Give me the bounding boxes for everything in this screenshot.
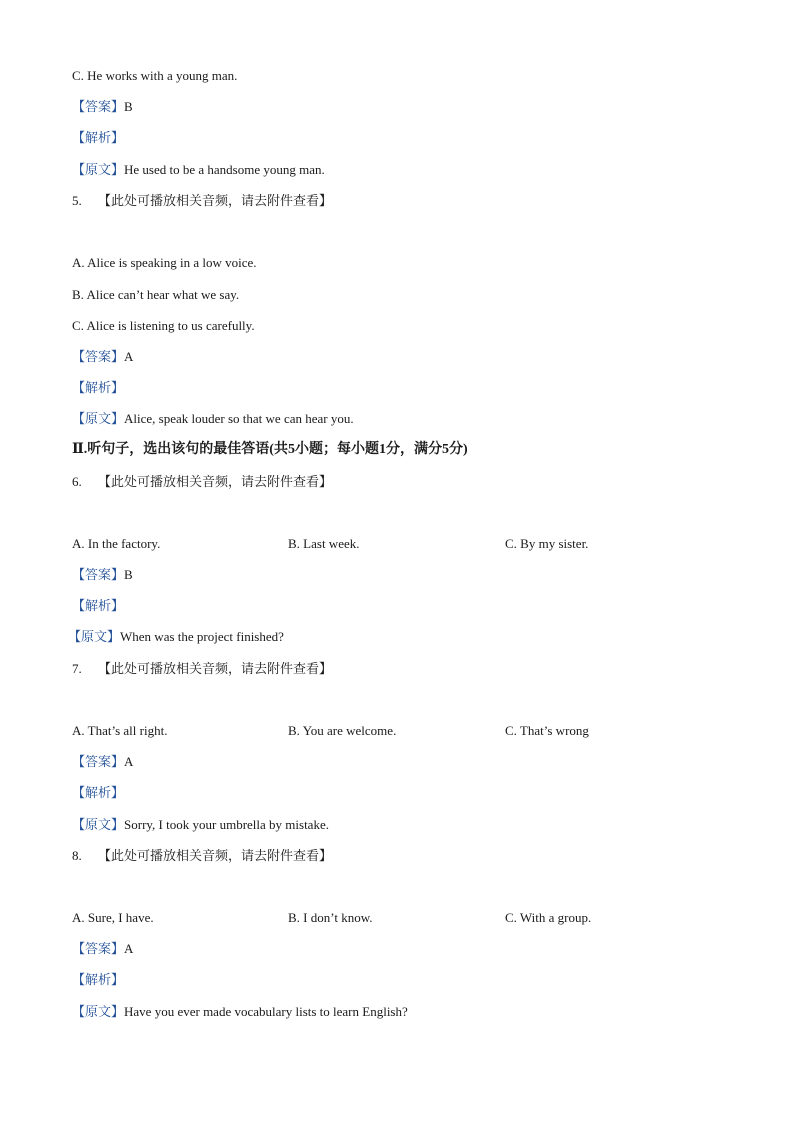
- original-text: Sorry, I took your umbrella by mistake.: [124, 817, 329, 832]
- q8-original: [72, 1003, 408, 1021]
- original-label: 【原文】: [72, 411, 125, 426]
- answer-value: A: [124, 941, 134, 956]
- answer-value: B: [124, 99, 133, 114]
- q6-analysis-label: 【解析】: [72, 598, 125, 613]
- q7-header: [72, 660, 332, 678]
- q4-original: [72, 161, 325, 179]
- question-number: 6.: [72, 474, 82, 489]
- answer-label: 【答案】: [72, 567, 125, 582]
- q6-option-b: B. Last week.: [288, 536, 360, 551]
- q7-option-c: C. That’s wrong: [505, 723, 589, 738]
- q4-analysis-label: 【解析】: [72, 130, 125, 145]
- q5-analysis-label: 【解析】: [72, 380, 125, 395]
- q8-option-c: C. With a group.: [505, 910, 592, 925]
- answer-label: 【答案】: [72, 754, 125, 769]
- q8-option-b: B. I don’t know.: [288, 910, 373, 925]
- q6-answer: [72, 566, 133, 584]
- answer-label: 【答案】: [72, 349, 125, 364]
- q5-option-b: B. Alice can’t hear what we say.: [72, 287, 240, 302]
- original-label: 【原文】: [68, 629, 121, 644]
- audio-note: 【此处可播放相关音频，请去附件查看】: [98, 661, 333, 676]
- q8-option-a: A. Sure, I have.: [72, 910, 154, 925]
- section-title: Ⅱ.听句子，选出该句的最佳答语(共5小题；每小题1分，满分5分): [72, 442, 468, 457]
- q8-analysis-label: 【解析】: [72, 972, 125, 987]
- original-text: He used to be a handsome young man.: [124, 162, 325, 177]
- answer-value: A: [124, 754, 134, 769]
- answer-value: B: [124, 567, 133, 582]
- q5-answer: [72, 348, 133, 366]
- answer-label: 【答案】: [72, 941, 125, 956]
- q4-answer: [72, 98, 133, 116]
- q5-original: [72, 410, 354, 428]
- answer-value: A: [124, 349, 134, 364]
- q6-original: [68, 628, 284, 646]
- q8-answer: [72, 940, 133, 958]
- audio-note: 【此处可播放相关音频，请去附件查看】: [98, 193, 333, 208]
- question-number: 7.: [72, 661, 82, 676]
- q5-header: [72, 192, 332, 210]
- answer-label: 【答案】: [72, 99, 125, 114]
- q7-option-a: A. That’s all right.: [72, 723, 168, 738]
- original-text: Have you ever made vocabulary lists to learn English?: [124, 1004, 408, 1019]
- q5-option-a: A. Alice is speaking in a low voice.: [72, 255, 257, 270]
- q7-analysis-label: 【解析】: [72, 785, 125, 800]
- audio-note: 【此处可播放相关音频，请去附件查看】: [98, 848, 333, 863]
- original-text: Alice, speak louder so that we can hear you.: [124, 411, 354, 426]
- original-label: 【原文】: [72, 817, 125, 832]
- question-number: 8.: [72, 848, 82, 863]
- q7-option-b: B. You are welcome.: [288, 723, 397, 738]
- audio-note: 【此处可播放相关音频，请去附件查看】: [98, 474, 333, 489]
- original-label: 【原文】: [72, 1004, 125, 1019]
- q6-header: [72, 473, 332, 491]
- q5-option-c: C. Alice is listening to us carefully.: [72, 318, 255, 333]
- q6-option-c: C. By my sister.: [505, 536, 589, 551]
- q4-option-c: C. He works with a young man.: [72, 68, 238, 83]
- q7-original: [72, 816, 329, 834]
- q7-answer: [72, 753, 133, 771]
- original-label: 【原文】: [72, 162, 125, 177]
- q6-option-a: A. In the factory.: [72, 536, 161, 551]
- original-text: When was the project finished?: [120, 629, 284, 644]
- question-number: 5.: [72, 193, 82, 208]
- q8-header: [72, 847, 332, 865]
